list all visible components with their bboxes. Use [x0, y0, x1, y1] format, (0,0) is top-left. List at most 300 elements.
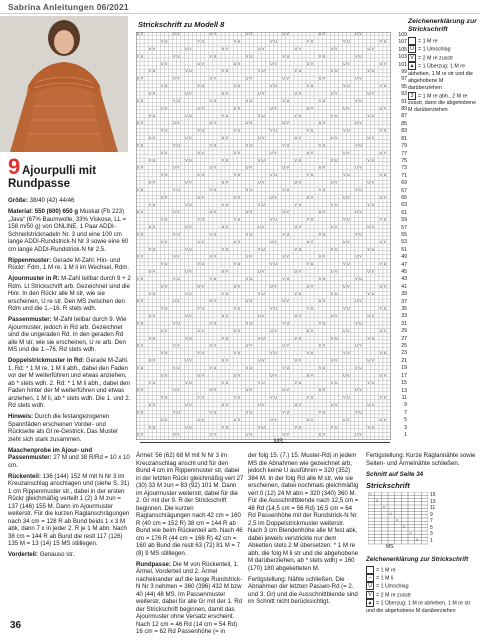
chart-symbol: V	[197, 84, 200, 89]
chart-symbol: V	[136, 276, 139, 281]
chart-symbol: U	[274, 351, 277, 356]
chart-symbol: V	[335, 180, 338, 185]
chart-symbol: V	[347, 106, 350, 111]
chart-symbol: V	[185, 425, 188, 430]
chart-row-number: 45	[401, 269, 407, 275]
chart-symbol: U	[383, 395, 387, 400]
chart-symbol: V	[355, 276, 358, 281]
chart-symbol: U	[173, 432, 176, 437]
chart-symbol: V	[197, 395, 200, 400]
chart-row-number: 103	[398, 54, 407, 61]
chart-symbol: V	[209, 410, 212, 415]
chart-symbol: U	[250, 410, 253, 415]
chart-symbol: U	[282, 165, 285, 170]
chart-symbol: U	[355, 343, 358, 348]
chart-symbol: V	[379, 173, 382, 178]
chart-symbol: V	[136, 365, 139, 370]
small-chart-row-number: 1	[430, 537, 433, 544]
chart-symbol: V	[173, 143, 176, 148]
chart-symbol: U	[140, 321, 144, 326]
small-chart-row-number: 13	[430, 498, 436, 505]
chart-symbol: U	[335, 247, 338, 252]
chart-row-number: 65	[401, 194, 407, 201]
chart-symbol: U	[246, 388, 249, 393]
chart-symbol: V	[233, 217, 237, 222]
chart-symbol: V	[173, 276, 176, 281]
chart-symbol: V	[165, 106, 168, 111]
chart-symbol: U	[238, 395, 241, 400]
chart-symbol: V	[140, 32, 144, 37]
chart-row-number: 39	[401, 291, 407, 298]
chart-symbol: V	[270, 39, 273, 44]
small-chart-symbol: U	[409, 530, 412, 535]
chart-symbol: U	[274, 173, 277, 178]
chart-symbol: U	[177, 143, 180, 148]
chart-symbol: U	[262, 69, 265, 74]
chart-symbol: V	[225, 46, 229, 51]
chart-symbol: V	[367, 425, 370, 430]
chart-symbol: V	[331, 202, 334, 207]
chart-symbol: U	[209, 210, 212, 215]
chart-symbol: U	[213, 365, 217, 370]
chart-symbol: U	[185, 403, 188, 408]
chart-symbol: V	[294, 380, 297, 385]
chart-symbol: V	[298, 136, 301, 141]
chart-symbol: V	[310, 328, 314, 333]
chart-symbol: V	[165, 195, 168, 200]
chart-symbol: U	[246, 121, 249, 126]
chart-symbol: U	[153, 247, 156, 252]
chart-symbol: V	[323, 299, 326, 304]
legend-top-item	[408, 37, 478, 45]
chart-row-number: 49	[401, 254, 407, 261]
chart-symbol: V	[270, 217, 273, 222]
chart-symbol: V	[177, 388, 180, 393]
chart-symbol: U	[238, 262, 241, 267]
chart-row-number: 79	[401, 143, 407, 150]
chart-symbol: V	[140, 210, 144, 215]
chart-symbol: U	[185, 46, 188, 51]
chart-symbol: U	[343, 150, 346, 155]
chart-row-numbers	[393, 32, 407, 439]
chart-symbol: V	[258, 380, 261, 385]
chart-symbol: U	[318, 210, 322, 215]
chart-symbol: U	[209, 32, 212, 37]
chart-symbol: V	[246, 232, 249, 237]
chart-symbol: U	[282, 432, 285, 437]
chart-symbol: U	[225, 380, 229, 385]
chart-symbol: U	[233, 150, 237, 155]
chart-symbol: V	[189, 91, 192, 96]
chart-symbol: U	[306, 195, 310, 200]
chart-symbol: V	[306, 173, 309, 178]
chart-symbol: U	[233, 106, 237, 111]
chart-symbol: V	[310, 106, 314, 111]
chart-symbol: U	[282, 388, 285, 393]
chart-row-number: 85	[401, 120, 407, 127]
chart-symbol: U	[209, 388, 212, 393]
chart-symbol: V	[238, 61, 241, 66]
chart-symbol: U	[306, 106, 310, 111]
chart-symbol: U	[262, 425, 265, 430]
chart-symbol: U	[274, 306, 277, 311]
chart-row-number: 27	[401, 335, 407, 342]
chart-symbol: V	[355, 321, 358, 326]
chart-symbol: V	[298, 314, 301, 319]
chart-symbol: V	[221, 113, 224, 118]
chart-symbol: U	[221, 136, 225, 141]
chart-symbol: U	[318, 254, 322, 259]
chart-symbol: V	[323, 388, 326, 393]
rib-pattern-paragraph: Rippenmuster: Gerade M-Zahl. Hin- und Rückr: Fdm, 1 M re, 1 M li im Wechsel, Rdm.	[8, 256, 130, 271]
chart-symbol: U	[306, 284, 310, 289]
chart-symbol: U	[233, 61, 237, 66]
chart-symbol: V	[148, 158, 152, 163]
chart-symbol: V	[197, 39, 200, 44]
legend-text: = 1 M re	[376, 566, 396, 573]
chart-symbol: U	[347, 351, 350, 356]
chart-symbol: U	[298, 202, 302, 207]
chart-symbol: V	[262, 46, 265, 51]
chart-symbol: V	[161, 173, 164, 178]
chart-symbol: V	[173, 98, 176, 103]
chart-symbol: V	[274, 150, 277, 155]
chart-row-number: 87	[401, 113, 407, 120]
chart-symbol: V	[282, 54, 285, 59]
chart-symbol: V	[379, 84, 382, 89]
chart-symbol: U	[347, 128, 350, 133]
chart-symbol: V	[318, 143, 322, 148]
chart-row-number: 83	[401, 128, 407, 135]
chart-symbol: V	[383, 373, 386, 378]
chart-symbol: V	[233, 262, 237, 267]
chart-symbol: U	[238, 306, 241, 311]
chart-symbol: V	[233, 306, 237, 311]
chart-symbol: V	[165, 61, 168, 66]
chart-symbol: V	[209, 187, 212, 192]
chart-symbol: V	[148, 202, 152, 207]
chart-symbol: U	[189, 202, 192, 207]
chart-symbol: V	[335, 403, 338, 408]
chart-symbol: U	[209, 432, 212, 437]
legend-symbol-icon	[366, 566, 374, 574]
chart-symbol: V	[221, 158, 224, 163]
legend-symbol-icon: V	[408, 54, 416, 62]
chart-symbol: U	[335, 291, 338, 296]
chart-symbol: V	[298, 358, 301, 363]
chart-symbol: U	[371, 291, 374, 296]
chart-symbol: V	[258, 202, 261, 207]
chart-symbol: U	[298, 158, 302, 163]
chart-symbol: V	[306, 306, 309, 311]
chart-symbol: V	[367, 291, 370, 296]
chart-row-number: 55	[401, 231, 407, 238]
chart-symbol: U	[197, 239, 200, 244]
chart-symbol: U	[165, 351, 168, 356]
chart-symbol: U	[298, 113, 302, 118]
chart-symbol: V	[250, 343, 253, 348]
chart-symbol: V	[306, 217, 309, 222]
chart-symbol: V	[274, 239, 277, 244]
chart-row-number: 53	[401, 239, 407, 246]
chart-symbol: V	[323, 210, 326, 215]
chart-symbol: V	[161, 217, 164, 222]
chart-symbol: U	[136, 165, 140, 170]
chart-symbol: U	[343, 417, 346, 422]
chart-symbol: V	[347, 239, 350, 244]
chart-symbol: U	[140, 54, 144, 59]
chart-symbol: V	[136, 410, 139, 415]
chart-symbol: U	[294, 269, 297, 274]
chart-symbol: V	[347, 150, 350, 155]
chart-symbol: U	[238, 84, 241, 89]
chart-symbol: U	[318, 165, 322, 170]
chart-symbol: V	[177, 210, 180, 215]
model-photo	[0, 16, 128, 152]
chart-symbol: U	[347, 39, 350, 44]
chart-symbol: V	[294, 291, 297, 296]
chart-symbol: U	[343, 106, 346, 111]
chart-symbol: V	[355, 98, 358, 103]
yoke-pattern-paragraph: Passenmuster: M-Zahl teilbar durch 9. Wie Ajourmuster, jedoch in Rd arb. Gezeichnet sind die ungeraden Rd. In den geraden Rd alle M str, wie sie erscheinen, U re arb. Den MS und die 1.–76. Rd stets wdh.	[8, 316, 127, 353]
chart-symbol: U	[335, 380, 338, 385]
chart-symbol: V	[359, 388, 362, 393]
chart-symbol: V	[359, 432, 362, 437]
chart-symbol: V	[225, 91, 229, 96]
chart-symbol: V	[359, 210, 362, 215]
chart-symbol: V	[246, 321, 249, 326]
chart-symbol: U	[233, 328, 237, 333]
chart-symbol: U	[347, 395, 350, 400]
chart-symbol: V	[323, 254, 326, 259]
chart-symbol: U	[323, 143, 326, 148]
chart-symbol: V	[225, 403, 229, 408]
chart-symbol: U	[379, 150, 382, 155]
chart-symbol: U	[286, 187, 289, 192]
chart-row-number: 69	[401, 180, 407, 187]
chart-symbol: U	[173, 388, 176, 393]
chart-symbol: V	[262, 136, 265, 141]
chart-symbol: V	[209, 54, 212, 59]
legend-text: = 1 M re abh., 2 M re zusstr, dann die abgehobene M darüberziehen	[408, 93, 477, 114]
chart-symbol: U	[331, 403, 334, 408]
chart-symbol: V	[148, 425, 152, 430]
chart-symbol: U	[201, 39, 204, 44]
chart-symbol: V	[173, 321, 176, 326]
chart-symbol: U	[185, 269, 188, 274]
chart-symbol: V	[286, 299, 289, 304]
chart-symbol: V	[213, 432, 216, 437]
chart-symbol: V	[201, 284, 204, 289]
chart-symbol: V	[148, 336, 152, 341]
chart-symbol: V	[246, 410, 249, 415]
chart-row-number: 7	[404, 409, 407, 416]
chart-symbol: U	[197, 417, 200, 422]
chart-symbol: U	[189, 247, 192, 252]
chart-symbol: V	[161, 395, 164, 400]
chart-symbol: U	[238, 173, 241, 178]
chart-symbol: U	[331, 269, 334, 274]
chart-symbol: U	[367, 225, 370, 230]
chart-symbol: V	[286, 121, 289, 126]
chart-symbol: U	[359, 321, 362, 326]
chart-symbol: U	[148, 46, 152, 51]
legend-top-item	[408, 54, 478, 62]
chart-symbol: U	[262, 113, 265, 118]
chart-symbol: U	[213, 54, 217, 59]
chart-symbol: V	[355, 410, 358, 415]
chart-symbol: V	[335, 136, 338, 141]
chart-symbol: U	[140, 143, 144, 148]
chart-symbol: V	[355, 232, 358, 237]
chart-symbol: U	[355, 388, 358, 393]
chart-symbol: V	[177, 165, 180, 170]
gauge-paragraph: Maschenprobe im Ajour- und Passenmuster: 27 M und 38 R/Rd = 10 x 10 cm.	[8, 446, 130, 469]
chart-symbol: V	[201, 150, 204, 155]
chart-symbol: V	[233, 351, 237, 356]
chart-symbol: U	[262, 247, 265, 252]
legend-top-item	[408, 62, 478, 91]
chart-symbol: U	[161, 328, 164, 333]
back-paragraph: Rückenteil: 136 (144) 152 M mit N Nr 3 im Kreuzanschlag anschlagen und (siehe S. 31) 1 cm Rippenmuster str., dabei in der ersten Rückr gleichmäßig verteilt 1 (2) 3 M zun = 137 (146) 155 M. Dann im Ajourmuster weiterstr. Für die kurzen Raglanschrägungen nach 34 cm = 128 R ab Bund beids 1 x 3 M abk, dann 7 x in jeder 2. R je 1 M abn. Nach 38 cm = 144 R ab Bund die restl 117 (126) 135 M = 13 (14) 15 MS stilllegen.	[8, 472, 130, 547]
chart-symbol: U	[153, 69, 156, 74]
chart-symbol: V	[359, 165, 362, 170]
chart-symbols	[137, 32, 387, 437]
chart-symbol: U	[233, 417, 237, 422]
legend-text: = 1 M li	[376, 575, 394, 582]
chart-symbol: V	[310, 239, 314, 244]
chart-symbol: V	[282, 232, 285, 237]
chart-symbol: V	[189, 46, 192, 51]
chart-symbol: V	[213, 76, 216, 81]
chart-symbol: V	[383, 328, 386, 333]
chart-symbol: U	[161, 106, 164, 111]
chart-symbol: V	[153, 180, 156, 185]
chart-row-number: 109	[398, 32, 407, 38]
chart-symbol: U	[197, 284, 200, 289]
chart-title: Strickschrift zu Modell 8	[138, 20, 225, 29]
chart-symbol: V	[286, 76, 289, 81]
chart-symbol: V	[367, 69, 370, 74]
chart-row-number: 101	[398, 61, 407, 68]
chart-symbol: U	[355, 210, 358, 215]
legend-text: = 1 Umschlag	[376, 583, 409, 590]
chart-symbol: U	[221, 225, 225, 230]
chart-symbol: V	[270, 262, 273, 267]
chart-symbol: V	[173, 54, 176, 59]
yoke-continued-paragraph: der folg 15. (7.) 15. Muster-Rd) in jedem MS die Abnahmen wie gezeichnet arb, jedoch keine U ausführen = 320 (352) 384 M. In der folg Rd alle M str, wie sie erscheinen, dabei nochmals gleichmäßig vert 0 (12) 24 M abn = 320 (340) 360 M. Für die Ausschnittblende nach 12,5 cm = 48 Rd (14,5 cm = 56 Rd) 16,5 cm = 64 Rd Passenhöhe mit der Rundstrick-N Nr 2,5 im Doppelstrickmuster weiterstr. Nach 3 cm Blendenhöhe alle M fest abk, dabei jeweils verstrickte nur dem Abketten stets 2 M übersetzen: * 1 M re abh, die folg M li str und die abgehobene M darüberziehen, ab * stets wdh) = 160 (170) 180 abgeketteten M.	[248, 452, 359, 572]
chart-symbol: U	[140, 365, 144, 370]
chart-symbol: V	[209, 365, 212, 370]
chart-symbol: U	[323, 98, 326, 103]
chart-symbol: U	[161, 373, 164, 378]
chart-symbol: U	[189, 113, 192, 118]
chart-symbol: V	[331, 336, 334, 341]
chart-symbol: U	[148, 358, 152, 363]
chart-symbol: U	[189, 336, 192, 341]
chart-symbol: U	[367, 358, 370, 363]
chart-symbol: V	[262, 180, 265, 185]
chart-row-number: 11	[401, 394, 407, 401]
chart-symbol: V	[298, 91, 301, 96]
chart-symbol: U	[153, 291, 156, 296]
chart-symbol: V	[343, 395, 346, 400]
chart-symbol: U	[153, 425, 156, 430]
chart-symbol: V	[270, 128, 273, 133]
chart-symbol: V	[331, 380, 334, 385]
chart-symbol: V	[165, 417, 168, 422]
chart-symbol: V	[177, 343, 180, 348]
chart-symbol: U	[371, 202, 374, 207]
chart-symbol: U	[246, 343, 249, 348]
chart-symbol: U	[238, 351, 241, 356]
chart-symbol: V	[371, 403, 374, 408]
chart-symbol: V	[331, 158, 334, 163]
chart-symbol: V	[383, 195, 386, 200]
chart-symbol: V	[318, 365, 322, 370]
chart-symbol: U	[197, 328, 200, 333]
chart-symbol: V	[367, 202, 370, 207]
chart-symbol: V	[383, 239, 386, 244]
chart-symbol: U	[371, 425, 374, 430]
chart-symbol: V	[238, 195, 241, 200]
chart-symbol: V	[246, 187, 249, 192]
chart-symbol: U	[367, 180, 370, 185]
chart-symbol: V	[343, 173, 346, 178]
chart-symbol: V	[282, 410, 285, 415]
chart-symbol: V	[197, 262, 200, 267]
chart-symbol: U	[209, 254, 212, 259]
chart-symbol: V	[233, 84, 237, 89]
chart-symbol: V	[197, 173, 200, 178]
chart-symbol: U	[258, 269, 261, 274]
chart-symbol: V	[335, 358, 338, 363]
chart-symbol: U	[331, 314, 334, 319]
chart-symbol: V	[383, 61, 386, 66]
chart-symbol: V	[153, 136, 156, 141]
chart-ms-bracket	[140, 442, 390, 443]
chart-symbol: V	[238, 373, 241, 378]
chart-symbol: V	[371, 314, 374, 319]
chart-symbol: U	[331, 46, 334, 51]
chart-symbol: U	[343, 195, 346, 200]
chart-symbol: V	[270, 351, 273, 356]
chart-symbol: U	[331, 136, 334, 141]
chart-symbol: V	[306, 262, 309, 267]
chart-symbol: V	[379, 351, 382, 356]
chart-symbol: V	[270, 173, 273, 178]
chart-symbol: U	[379, 239, 382, 244]
chart-symbol: U	[233, 373, 237, 378]
chart-symbol: V	[286, 210, 289, 215]
chart-symbol: U	[201, 395, 204, 400]
chart-symbol: V	[331, 113, 334, 118]
chart-symbol: U	[282, 76, 285, 81]
chart-row-number: 43	[401, 276, 407, 283]
chart-symbol: V	[140, 343, 144, 348]
chart-symbol: V	[258, 247, 261, 252]
chart-symbol: V	[140, 121, 144, 126]
chart-symbol: U	[238, 217, 241, 222]
chart-symbol: V	[298, 269, 301, 274]
chart-symbol: V	[359, 76, 362, 81]
chart-symbol: V	[201, 239, 204, 244]
chart-symbol: U	[201, 84, 204, 89]
chart-symbol: U	[286, 321, 289, 326]
chart-symbol: U	[197, 373, 200, 378]
chart-symbol: U	[213, 321, 217, 326]
chart-symbol: U	[213, 98, 217, 103]
